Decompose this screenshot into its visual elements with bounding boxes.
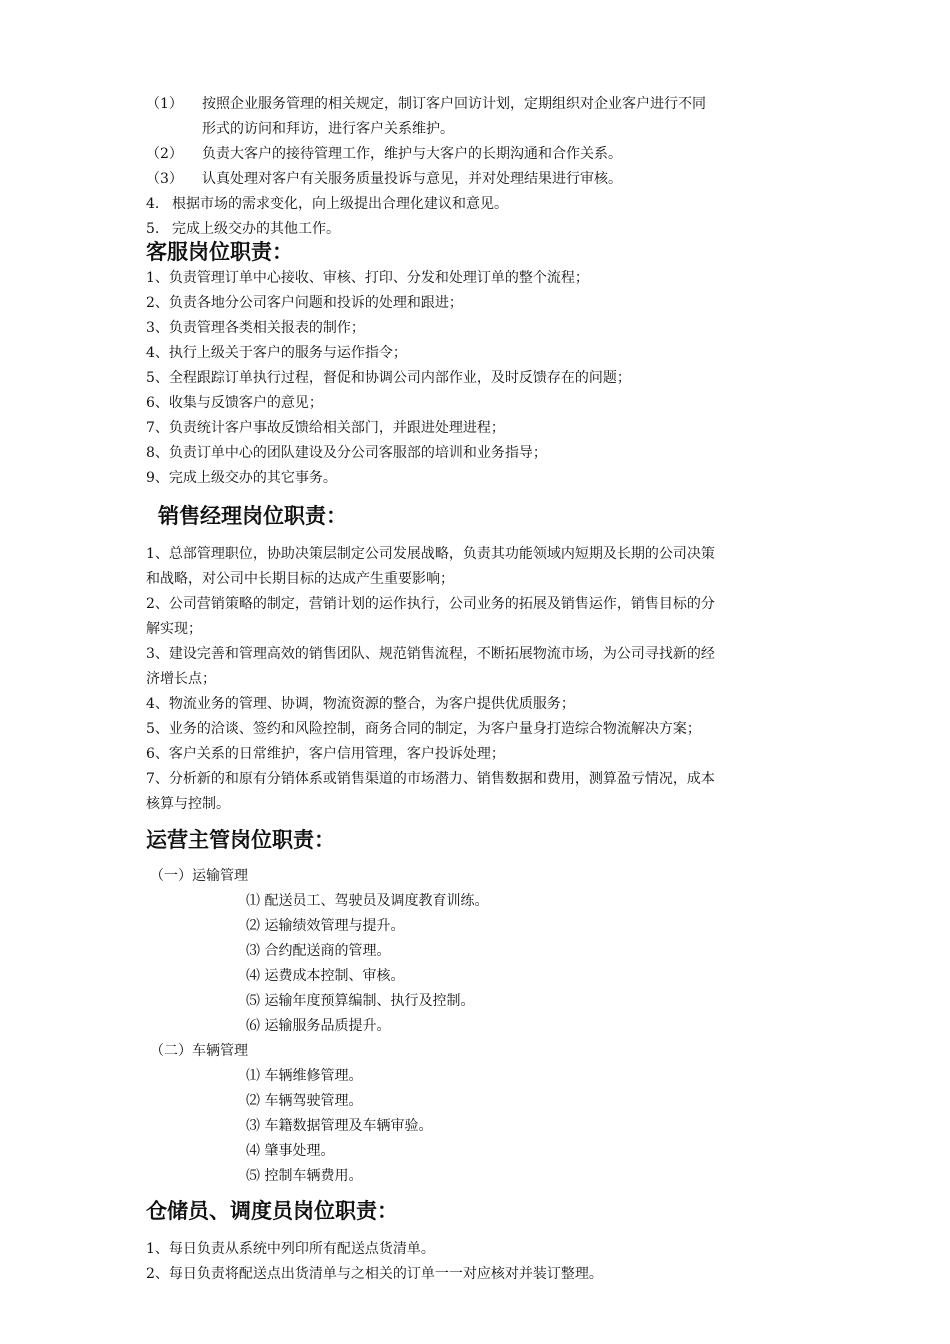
intro-item-4-number: 4.	[146, 196, 160, 212]
intro-item-1	[146, 94, 183, 114]
list-item: ⑸ 运输年度预算编制、执行及控制。	[246, 993, 475, 1009]
paragraph-line: 济增长点；	[146, 671, 216, 687]
list-item: ⑵ 车辆驾驶管理。	[246, 1093, 363, 1109]
item-number: （1）	[146, 96, 183, 112]
intro-item-1-continuation: 形式的访问和拜访，进行客户关系维护。	[202, 121, 454, 137]
list-item: ⑴ 车辆维修管理。	[246, 1068, 363, 1084]
list-item: 2、负责各地分公司客户问题和投诉的处理和跟进；	[146, 295, 463, 311]
paragraph-line: 4、物流业务的管理、协调，物流资源的整合，为客户提供优质服务；	[146, 696, 575, 712]
section-title-sales-manager: 销售经理岗位职责：	[158, 504, 347, 528]
intro-item-5-text: 完成上级交办的其他工作。	[172, 221, 340, 237]
paragraph-line: 1、总部管理职位，协助决策层制定公司发展战略，负责其功能领域内短期及长期的公司决策	[146, 546, 715, 562]
list-item: 6、收集与反馈客户的意见；	[146, 395, 323, 411]
paragraph-line: 2、公司营销策略的制定，营销计划的运作执行，公司业务的拓展及销售运作，销售目标的分	[146, 596, 715, 612]
list-item: ⑸ 控制车辆费用。	[246, 1168, 363, 1184]
list-item: 9、完成上级交办的其它事务。	[146, 470, 337, 486]
list-item: 3、负责管理各类相关报表的制作；	[146, 320, 365, 336]
list-item: 1、每日负责从系统中列印所有配送点货清单。	[146, 1241, 435, 1257]
subsection-label-transport: （一）运输管理	[150, 868, 248, 884]
intro-item-1-text: 按照企业服务管理的相关规定，制订客户回访计划，定期组织对企业客户进行不同	[202, 96, 706, 112]
intro-item-4-text: 根据市场的需求变化，向上级提出合理化建议和意见。	[172, 196, 508, 212]
list-item: 1、负责管理订单中心接收、审核、打印、分发和处理订单的整个流程；	[146, 270, 589, 286]
paragraph-line: 解实现；	[146, 621, 202, 637]
subsection-label-vehicle: （二）车辆管理	[150, 1043, 248, 1059]
list-item: ⑴ 配送员工、驾驶员及调度教育训练。	[246, 893, 489, 909]
list-item: ⑹ 运输服务品质提升。	[246, 1018, 391, 1034]
list-item: ⑷ 肇事处理。	[246, 1143, 335, 1159]
section-title-warehouse: 仓储员、调度员岗位职责：	[146, 1199, 398, 1223]
paragraph-line: 5、业务的洽谈、签约和风险控制，商务合同的制定，为客户量身打造综合物流解决方案；	[146, 721, 701, 737]
intro-item-2-number: （2）	[146, 146, 183, 162]
list-item: ⑶ 合约配送商的管理。	[246, 943, 391, 959]
paragraph-line: 和战略，对公司中长期目标的达成产生重要影响；	[146, 571, 454, 587]
paragraph-line: 3、建设完善和管理高效的销售团队、规范销售流程，不断拓展物流市场，为公司寻找新的经	[146, 646, 715, 662]
list-item: 7、负责统计客户事故反馈给相关部门，并跟进处理进程；	[146, 420, 505, 436]
list-item: 8、负责订单中心的团队建设及分公司客服部的培训和业务指导；	[146, 445, 547, 461]
paragraph-line: 核算与控制。	[146, 796, 230, 812]
list-item: ⑶ 车籍数据管理及车辆审验。	[246, 1118, 433, 1134]
intro-item-5-number: 5.	[146, 221, 160, 237]
intro-item-3-text: 认真处理对客户有关服务质量投诉与意见，并对处理结果进行审核。	[202, 171, 622, 187]
intro-item-2-text: 负责大客户的接待管理工作，维护与大客户的长期沟通和合作关系。	[202, 146, 622, 162]
section-title-operations: 运营主管岗位职责：	[146, 828, 335, 852]
list-item: 4、执行上级关于客户的服务与运作指令；	[146, 345, 407, 361]
section-title-customer-service: 客服岗位职责：	[146, 240, 293, 264]
list-item: ⑵ 运输绩效管理与提升。	[246, 918, 405, 934]
intro-item-3-number: （3）	[146, 171, 183, 187]
list-item: 5、全程跟踪订单执行过程，督促和协调公司内部作业，及时反馈存在的问题；	[146, 370, 631, 386]
list-item: ⑷ 运费成本控制、审核。	[246, 968, 405, 984]
paragraph-line: 7、分析新的和原有分销体系或销售渠道的市场潜力、销售数据和费用，测算盈亏情况，成本	[146, 771, 715, 787]
paragraph-line: 6、客户关系的日常维护，客户信用管理，客户投诉处理；	[146, 746, 505, 762]
list-item: 2、每日负责将配送点出货清单与之相关的订单一一对应核对并装订整理。	[146, 1266, 603, 1282]
